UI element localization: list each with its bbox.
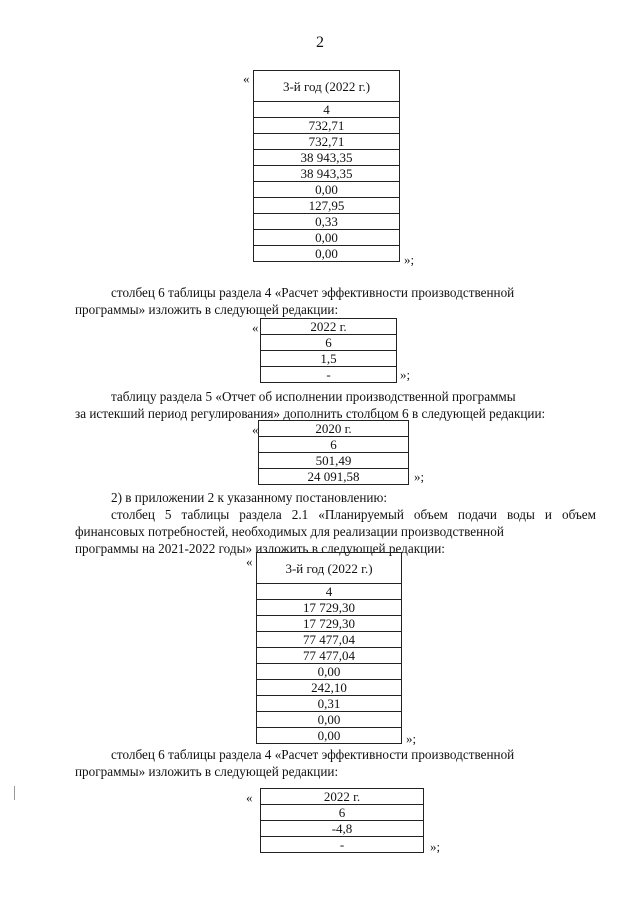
table-cell: 0,00	[254, 182, 400, 198]
close-quote: »;	[430, 839, 441, 854]
table-cell: 0,31	[257, 696, 402, 712]
close-quote: »;	[414, 469, 425, 484]
paragraph-line: столбец 6 таблицы раздела 4 «Расчет эффективности производственной	[111, 747, 515, 762]
paragraph-4	[75, 506, 596, 557]
table-header: 2022 г.	[261, 319, 397, 335]
table-cell: 38 943,35	[254, 150, 400, 166]
paragraph-2	[75, 388, 596, 422]
paragraph-line: столбец 6 таблицы раздела 4 «Расчет эффективности производственной	[111, 285, 515, 300]
table-cell: 127,95	[254, 198, 400, 214]
paragraph-3	[111, 489, 596, 506]
paragraph-5	[75, 746, 596, 780]
table-header: 2020 г.	[259, 421, 409, 437]
table-cell: 501,49	[259, 453, 409, 469]
paragraph-line: за истекший период регулирования» дополнить столбцом 6 в следующей редакции:	[75, 406, 546, 421]
table-cell: 0,00	[254, 230, 400, 246]
table-cell: 0,00	[257, 664, 402, 680]
scan-artifact	[14, 786, 15, 800]
close-quote: »;	[404, 252, 415, 267]
paragraph-line: программы» изложить в следующей редакции:	[75, 764, 339, 779]
table-header: 3-й год (2022 г.)	[257, 553, 402, 584]
table-water-supply-2022	[256, 552, 402, 744]
close-quote: »;	[400, 367, 411, 382]
table-cell: -4,8	[261, 821, 424, 837]
table-cell: 77 477,04	[257, 632, 402, 648]
table-cell: 38 943,35	[254, 166, 400, 182]
table-cell: 0,00	[257, 728, 402, 744]
table-cell: 6	[259, 437, 409, 453]
table-header: 3-й год (2022 г.)	[254, 71, 400, 102]
table-cell: -	[261, 367, 397, 383]
open-quote: «	[246, 790, 253, 805]
open-quote: «	[252, 320, 259, 335]
table-header: 2022 г.	[261, 789, 424, 805]
table-cell: 732,71	[254, 134, 400, 150]
table-cell: 0,33	[254, 214, 400, 230]
close-quote: »;	[406, 731, 417, 746]
table-cell: 4	[257, 584, 402, 600]
open-quote: «	[243, 71, 250, 86]
table-cell: 6	[261, 335, 397, 351]
open-quote: «	[252, 422, 259, 437]
table-cell: 1,5	[261, 351, 397, 367]
paragraph-1	[75, 284, 596, 318]
paragraph-line: столбец 5 таблицы раздела 2.1 «Планируемый объем подачи воды и объем	[111, 507, 596, 522]
table-cell: -	[261, 837, 424, 853]
table-cell: 24 091,58	[259, 469, 409, 485]
table-report-2020	[258, 420, 409, 485]
page-number: 2	[316, 34, 324, 51]
table-cell: 17 729,30	[257, 600, 402, 616]
paragraph-line: программы на 2021-2022 годы» изложить в следующей редакции:	[75, 541, 445, 556]
table-cell: 17 729,30	[257, 616, 402, 632]
paragraph-line: 2) в приложении 2 к указанному постановлению:	[111, 490, 388, 505]
paragraph-line: таблицу раздела 5 «Отчет об исполнении производственной программы	[111, 389, 516, 404]
table-cell: 0,00	[257, 712, 402, 728]
table-cell: 6	[261, 805, 424, 821]
paragraph-line: программы» изложить в следующей редакции:	[75, 302, 339, 317]
table-cell: 0,00	[254, 246, 400, 262]
table-efficiency-2022-b	[260, 788, 424, 853]
table-cell: 732,71	[254, 118, 400, 134]
table-investment-2022	[253, 70, 400, 262]
paragraph-line: финансовых потребностей, необходимых для реализации производственной	[75, 524, 504, 539]
table-cell: 242,10	[257, 680, 402, 696]
open-quote: «	[246, 554, 253, 569]
table-cell: 77 477,04	[257, 648, 402, 664]
table-cell: 4	[254, 102, 400, 118]
table-efficiency-2022	[260, 318, 397, 383]
